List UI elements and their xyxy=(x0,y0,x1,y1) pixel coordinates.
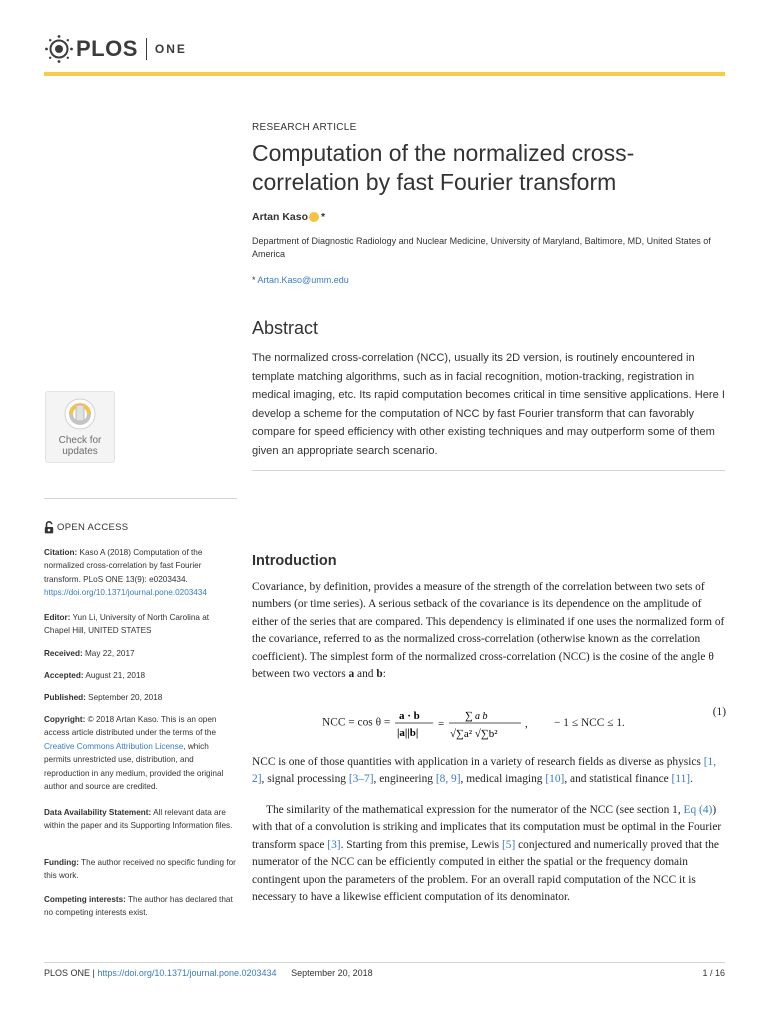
funding-text: The author received no specific funding for this work. xyxy=(44,858,236,881)
svg-text:a b: a b xyxy=(475,711,488,722)
paragraph-1-text: Covariance, by definition, provides a measure of the strength of the correlation between two sets of numbers (or time series). A serious setback of the covariance is its dependence on the amplitude of either of the series that are compared. This dependency is eliminated if one uses the normalized form of the covariance, referred to as the normalized cross-correlation (otherwise known as the correlation coefficient). The simplest form of the normalized cross-correlation (NCC) is the cosine of the angle θ between two vectors xyxy=(252,581,725,681)
data-availability-block xyxy=(44,806,236,833)
p2-text-d: , medical imaging xyxy=(460,773,543,786)
equation-range: − 1 ≤ NCC ≤ 1. xyxy=(554,716,625,729)
citation-link-5[interactable]: [5] xyxy=(501,838,516,851)
equation-formula xyxy=(322,706,625,740)
paragraph-1-and: and xyxy=(357,668,374,681)
check-for-updates-line1: Check for xyxy=(58,435,102,446)
check-for-updates-icon xyxy=(62,397,98,431)
author-affiliation: Department of Diagnostic Radiology and Nuclear Medicine, University of Maryland, Baltimore, MD, United States of America xyxy=(252,236,711,259)
funding-label: Funding: xyxy=(44,858,80,867)
svg-text:√∑a² √∑b²: √∑a² √∑b² xyxy=(450,728,498,740)
footer-journal: PLOS ONE xyxy=(44,968,91,978)
svg-text:∑: ∑ xyxy=(465,710,474,722)
logo-separator xyxy=(146,38,147,60)
footer-separator: | xyxy=(92,968,95,978)
author-line xyxy=(252,211,325,223)
competing-interests-block xyxy=(44,893,236,920)
copyright-label: Copyright: xyxy=(44,715,86,724)
svg-text:a · b: a · b xyxy=(399,710,420,722)
svg-text:=: = xyxy=(438,718,445,730)
data-availability-text: All relevant data are within the paper and its Supporting Information files. xyxy=(44,808,233,831)
citation-link-1-2[interactable]: [1, 2] xyxy=(252,756,717,786)
citation-block xyxy=(44,546,236,600)
open-access-label: OPEN ACCESS xyxy=(57,522,129,533)
equation-lhs: NCC = cos θ = xyxy=(322,716,391,729)
p2-text-e: , and statistical finance xyxy=(564,773,669,786)
citation-link-3-7[interactable]: [3–7] xyxy=(348,773,374,786)
article-title: Computation of the normalized cross-correlation by fast Fourier transform xyxy=(252,140,635,195)
p2-text-c: , engineering xyxy=(373,773,433,786)
author-mark: * xyxy=(321,211,326,223)
accepted-label: Accepted: xyxy=(44,671,84,680)
introduction-paragraph-3 xyxy=(252,802,726,906)
citation-text: Kaso A (2018) Computation of the normalized cross-correlation by fast Fourier transform. PLoS ONE 13(9): e0203434. xyxy=(44,548,203,584)
abstract-text: The normalized cross-correlation (NCC), usually its 2D version, is routinely encountered in template matching algorithms, such as in facial recognition, motion-tracking, registration in medical imaging, etc. Its rapid computation becomes critical in time sensitive applications. Here I develop a scheme for the computation of NCC by fast Fourier transform that can favorably compare for speed efficiency with other existing techniques and may outperform some of them given an appropriate search scenario. xyxy=(252,352,725,457)
published-block xyxy=(44,691,236,704)
copyright-text-end: , which permits unrestricted use, distribution, and reproduction in any medium, provided the original author and source are credited. xyxy=(44,741,224,792)
page-number: 1 / 16 xyxy=(702,968,725,978)
editor-block xyxy=(44,611,236,638)
vector-b: b xyxy=(376,668,383,681)
introduction-paragraph-2 xyxy=(252,754,726,789)
equation-number: (1) xyxy=(712,706,726,718)
plos-logo-icon xyxy=(44,34,74,64)
orcid-icon[interactable] xyxy=(309,212,319,222)
check-for-updates-label xyxy=(46,436,114,457)
sidebar-divider xyxy=(44,498,237,499)
accepted-block xyxy=(44,669,236,682)
check-for-updates-line2: updates xyxy=(62,445,98,457)
header-accent-rule xyxy=(44,72,725,76)
equation-fraction-graphic xyxy=(393,706,543,740)
plos-one-logo[interactable] xyxy=(44,34,187,64)
accepted-date: August 21, 2018 xyxy=(85,671,146,680)
published-date: September 20, 2018 xyxy=(88,693,163,702)
svg-text:,: , xyxy=(525,718,528,730)
author-email-link[interactable]: Artan.Kaso@umm.edu xyxy=(257,275,349,285)
introduction-paragraph-1 xyxy=(252,579,726,683)
received-label: Received: xyxy=(44,649,83,658)
received-block xyxy=(44,647,236,660)
editor-label: Editor: xyxy=(44,613,71,622)
p3-text-d: conjectured and numerically proved that the numerator of the NCC can be efficiently computed in either the spatial or the frequency domain contingent upon the parameters of the problem. For an overall rapid computation of the NCC it is necessary to have a likewise efficient computation of its denominator. xyxy=(252,838,719,904)
abstract-heading: Abstract xyxy=(252,318,319,338)
paragraph-1-colon: : xyxy=(382,668,386,681)
vector-a: a xyxy=(348,668,355,681)
svg-text:|a||b|: |a||b| xyxy=(397,727,419,739)
funding-block xyxy=(44,856,236,883)
data-availability-label: Data Availability Statement: xyxy=(44,808,152,817)
abstract-divider xyxy=(252,470,725,471)
author-name[interactable]: Artan Kaso xyxy=(252,211,309,223)
equation-4-link[interactable]: Eq (4) xyxy=(683,804,713,816)
citation-link-8-9[interactable]: [8, 9] xyxy=(435,773,461,786)
citation-link-10[interactable]: [10] xyxy=(545,773,565,786)
p3-text-c: . Starting from this premise, Lewis xyxy=(340,838,500,851)
editor-text: Yun Li, University of North Carolina at Chapel Hill, UNITED STATES xyxy=(44,613,210,636)
footer-date: September 20, 2018 xyxy=(291,968,373,978)
citation-link-11[interactable]: [11] xyxy=(671,773,691,786)
logo-wordmark: PLOS xyxy=(76,36,138,61)
citation-label: Citation: xyxy=(44,548,78,557)
citation-doi-link[interactable]: https://doi.org/10.1371/journal.pone.0203434 xyxy=(44,588,207,598)
copyright-text: © 2018 Artan Kaso. This is an open access article distributed under the terms of the xyxy=(44,715,217,738)
published-label: Published: xyxy=(44,693,86,702)
p2-text-f: . xyxy=(690,773,693,786)
footer-doi-link[interactable]: https://doi.org/10.1371/journal.pone.0203434 xyxy=(97,968,277,978)
correspondence-line xyxy=(252,275,349,285)
license-link[interactable]: Creative Commons Attribution License xyxy=(44,741,184,751)
p3-text-b: ) with that of a convolution is striking and implicates that its computation must be optimal in the Fourier transform space xyxy=(252,804,722,851)
p2-text-b: , signal processing xyxy=(261,773,346,786)
open-access-line xyxy=(44,521,128,534)
copyright-block xyxy=(44,713,236,793)
logo-journal-name: ONE xyxy=(154,42,187,56)
received-date: May 22, 2017 xyxy=(84,649,135,658)
open-lock-icon xyxy=(44,521,54,534)
article-type: RESEARCH ARTICLE xyxy=(252,122,357,133)
footer-citation xyxy=(44,968,373,978)
p2-text-a: NCC is one of those quantities with application in a variety of research fields as diverse as physics xyxy=(252,756,701,768)
correspondence-mark: * xyxy=(252,275,256,285)
check-for-updates-badge[interactable] xyxy=(45,391,115,463)
introduction-heading: Introduction xyxy=(252,553,337,569)
equation-1 xyxy=(252,696,726,740)
competing-interests-text: The author has declared that no competing interests exist. xyxy=(44,895,233,918)
citation-link-3[interactable]: [3] xyxy=(327,838,341,851)
p3-text-a: The similarity of the mathematical expression for the numerator of the NCC (see section 1, xyxy=(266,804,681,816)
competing-interests-label: Competing interests: xyxy=(44,895,126,904)
footer-divider xyxy=(44,962,725,963)
